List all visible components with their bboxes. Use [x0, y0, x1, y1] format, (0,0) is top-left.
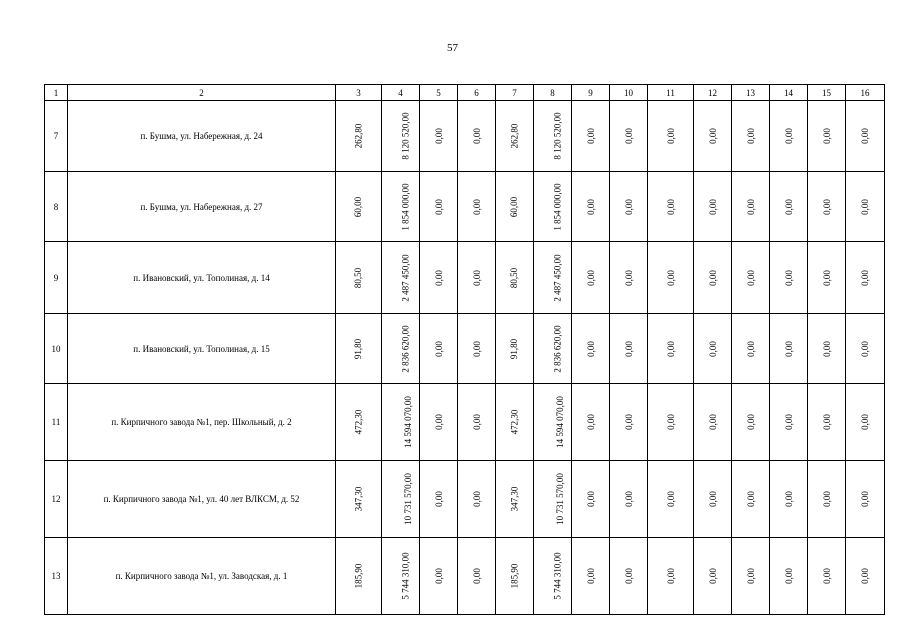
value-cell: 0,00	[585, 568, 596, 584]
value-cell: 10 731 570,00	[402, 473, 413, 525]
header-cell: 12	[694, 85, 732, 101]
row-number: 8	[45, 172, 68, 242]
value-cell: 0,00	[471, 340, 482, 357]
header-cell: 1	[45, 85, 68, 101]
value-cell: 5 744 310,00	[400, 552, 411, 600]
page-number: 57	[447, 42, 458, 54]
header-cell: 6	[458, 85, 496, 101]
header-cell: 3	[336, 85, 382, 101]
address-cell: п. Ивановский, ул. Тополиная, д. 14	[68, 242, 336, 314]
header-cell: 15	[808, 85, 846, 101]
value-cell: 0,00	[623, 128, 634, 144]
value-cell: 0,00	[585, 128, 596, 144]
value-cell: 0,00	[707, 198, 718, 215]
address-cell: п. Бушма, ул. Набережная, д. 27	[68, 172, 336, 242]
value-cell: 0,00	[783, 269, 794, 286]
header-cell: 8	[534, 85, 572, 101]
value-cell: 0,00	[585, 198, 596, 215]
value-cell: 0,00	[623, 568, 634, 584]
row-number: 7	[45, 101, 68, 172]
value-cell: 0,00	[745, 269, 756, 286]
value-cell: 0,00	[860, 128, 870, 144]
table-row	[45, 538, 885, 615]
value-cell: 0,00	[783, 491, 794, 507]
value-cell: 0,00	[707, 568, 718, 584]
value-cell: 0,00	[433, 269, 444, 286]
value-cell: 0,00	[860, 414, 870, 430]
value-cell: 0,00	[665, 414, 676, 430]
value-cell: 2 487 450,00	[552, 253, 563, 302]
value-cell: 0,00	[821, 128, 832, 144]
value-cell: 0,00	[707, 414, 718, 430]
value-cell: 0,00	[471, 128, 482, 144]
value-cell: 8 120 520,00	[552, 112, 563, 160]
value-cell: 80,50	[353, 267, 364, 288]
table-row	[45, 172, 885, 242]
value-cell: 0,00	[821, 568, 832, 584]
value-cell: 0,00	[783, 414, 794, 430]
value-cell: 262,80	[353, 123, 364, 149]
table-row	[45, 384, 885, 461]
row-number: 12	[45, 461, 68, 538]
table-row	[45, 101, 885, 172]
value-cell: 0,00	[585, 269, 596, 286]
value-cell: 0,00	[623, 269, 634, 286]
row-number: 10	[45, 314, 68, 384]
value-cell: 0,00	[821, 269, 832, 286]
value-cell: 8 120 520,00	[400, 112, 411, 160]
value-cell: 0,00	[471, 491, 482, 507]
value-cell: 5 744 310,00	[552, 552, 563, 600]
value-cell: 0,00	[783, 128, 794, 144]
value-cell: 14 594 070,00	[554, 396, 565, 448]
address-cell: п. Кирпичного завода №1, пер. Школьный, д. 2	[68, 384, 336, 461]
value-cell: 0,00	[745, 414, 756, 430]
value-cell: 0,00	[783, 568, 794, 584]
value-cell: 14 594 070,00	[402, 396, 413, 448]
table-header-row	[45, 85, 885, 101]
value-cell: 0,00	[860, 269, 870, 286]
value-cell: 0,00	[745, 128, 756, 144]
value-cell: 0,00	[745, 491, 756, 507]
value-cell: 0,00	[707, 128, 718, 144]
value-cell: 185,90	[509, 563, 520, 589]
value-cell: 0,00	[783, 340, 794, 357]
header-cell: 9	[572, 85, 610, 101]
value-cell: 0,00	[665, 269, 676, 286]
value-cell: 0,00	[860, 491, 870, 507]
row-number: 9	[45, 242, 68, 314]
value-cell: 0,00	[745, 340, 756, 357]
value-cell: 0,00	[745, 198, 756, 215]
value-cell: 0,00	[623, 198, 634, 215]
value-cell: 2 487 450,00	[400, 253, 411, 302]
value-cell: 0,00	[860, 340, 870, 357]
value-cell: 0,00	[860, 568, 870, 584]
value-cell: 347,30	[509, 486, 520, 512]
value-cell: 0,00	[585, 414, 596, 430]
value-cell: 91,80	[353, 338, 364, 359]
value-cell: 0,00	[860, 198, 870, 215]
address-cell: п. Кирпичного завода №1, ул. 40 лет ВЛКСМ, д. 52	[68, 461, 336, 538]
header-cell: 13	[732, 85, 770, 101]
value-cell: 0,00	[707, 269, 718, 286]
header-cell: 2	[68, 85, 336, 101]
address-cell: п. Кирпичного завода №1, ул. Заводская, д. 1	[68, 538, 336, 615]
value-cell: 0,00	[471, 414, 482, 430]
value-cell: 0,00	[585, 340, 596, 357]
value-cell: 0,00	[707, 340, 718, 357]
address-cell: п. Бушма, ул. Набережная, д. 24	[68, 101, 336, 172]
value-cell: 80,50	[509, 267, 520, 288]
value-cell: 0,00	[707, 491, 718, 507]
value-cell: 0,00	[821, 414, 832, 430]
value-cell: 60,00	[353, 196, 364, 217]
value-cell: 0,00	[745, 568, 756, 584]
value-cell: 262,80	[509, 123, 520, 149]
value-cell: 0,00	[623, 340, 634, 357]
value-cell: 0,00	[665, 491, 676, 507]
value-cell: 185,90	[353, 563, 364, 589]
value-cell: 0,00	[821, 198, 832, 215]
value-cell: 0,00	[665, 340, 676, 357]
value-cell: 0,00	[623, 491, 634, 507]
table-row	[45, 242, 885, 314]
value-cell: 472,30	[509, 409, 520, 435]
header-cell: 16	[846, 85, 885, 101]
value-cell: 10 731 570,00	[554, 473, 565, 525]
row-number: 11	[45, 384, 68, 461]
header-cell: 11	[648, 85, 694, 101]
header-cell: 5	[420, 85, 458, 101]
value-cell: 0,00	[433, 568, 444, 584]
value-cell: 472,30	[353, 409, 364, 435]
address-cell: п. Ивановский, ул. Тополиная, д. 15	[68, 314, 336, 384]
value-cell: 91,80	[509, 338, 520, 359]
value-cell: 0,00	[433, 491, 444, 507]
value-cell: 0,00	[433, 198, 444, 215]
value-cell: 0,00	[471, 198, 482, 215]
value-cell: 1 854 000,00	[400, 182, 411, 231]
header-cell: 10	[610, 85, 648, 101]
data-table	[44, 84, 885, 615]
header-cell: 7	[496, 85, 534, 101]
value-cell: 60,00	[509, 196, 520, 217]
value-cell: 1 854 000,00	[552, 182, 563, 231]
value-cell: 0,00	[665, 128, 676, 144]
value-cell: 0,00	[821, 340, 832, 357]
value-cell: 347,30	[353, 486, 364, 512]
value-cell: 0,00	[783, 198, 794, 215]
value-cell: 0,00	[433, 128, 444, 144]
value-cell: 2 836 620,00	[400, 324, 411, 373]
header-cell: 4	[382, 85, 420, 101]
value-cell: 0,00	[433, 414, 444, 430]
header-cell: 14	[770, 85, 808, 101]
value-cell: 0,00	[665, 568, 676, 584]
value-cell: 0,00	[665, 198, 676, 215]
value-cell: 2 836 620,00	[552, 324, 563, 373]
value-cell: 0,00	[623, 414, 634, 430]
table-row	[45, 314, 885, 384]
value-cell: 0,00	[471, 269, 482, 286]
row-number: 13	[45, 538, 68, 615]
value-cell: 0,00	[433, 340, 444, 357]
value-cell: 0,00	[585, 491, 596, 507]
value-cell: 0,00	[471, 568, 482, 584]
table-row	[45, 461, 885, 538]
value-cell: 0,00	[821, 491, 832, 507]
